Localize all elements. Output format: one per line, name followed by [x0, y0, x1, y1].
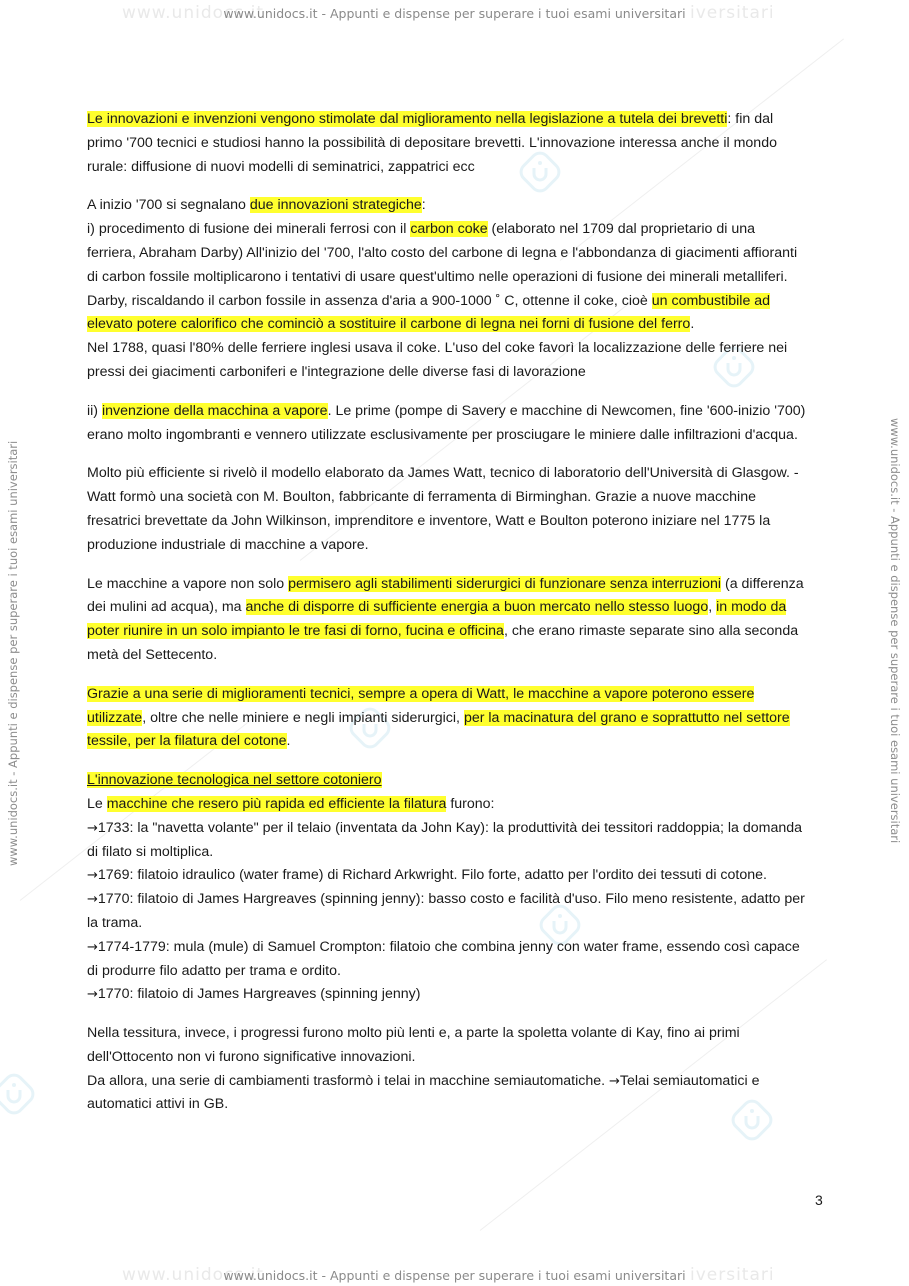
- text: Telai semiautomatici e automatici attivi in GB.: [87, 1072, 760, 1113]
- highlight: macchine che resero più rapida ed efficiente la filatura: [106, 795, 447, 812]
- text: A inizio '700 si segnalano: [87, 197, 250, 214]
- paragraph-weaving: [87, 1022, 807, 1117]
- watermark-bottom-bar: www.unidocs.it - Appunti e dispense per superare i tuoi esami universitari: [223, 1268, 686, 1283]
- text: furono:: [446, 795, 495, 812]
- text: Le: [87, 795, 107, 812]
- watermark-ghost-top: www.unidocs.it: [122, 3, 265, 23]
- text: Nella tessitura, invece, i progressi furono molto più lenti e, a parte la spoletta volante di Kay, fino ai primi dell'Ottocento non vi furono significative innovazioni.: [87, 1025, 740, 1065]
- text: , oltre che nelle miniere e negli impianti siderurgici,: [142, 709, 464, 726]
- text: Le macchine a vapore non solo: [87, 575, 289, 592]
- text: ii): [87, 402, 102, 419]
- page-number: 3: [815, 1192, 823, 1208]
- paragraph-steam-benefits: [87, 573, 807, 668]
- arrow-icon: →: [87, 820, 98, 836]
- watermark-top-bar: www.unidocs.it - Appunti e dispense per superare i tuoi esami universitari: [223, 6, 686, 21]
- highlight: Le innovazioni e invenzioni vengono stimolate dal miglioramento nella legislazione a tutela dei brevetti: [87, 111, 728, 127]
- highlight: carbon coke: [410, 221, 488, 238]
- text: .: [286, 733, 291, 750]
- paragraph-watt-improvements: [87, 683, 807, 754]
- highlight: invenzione della macchina a vapore: [101, 402, 328, 419]
- highlight: per la macinatura del grano e soprattutto nel settore tessile, per la filatura del cotone: [87, 709, 790, 750]
- watermark-side-right: www.unidocs.it - Appunti e dispense per superare i tuoi esami universitari: [888, 418, 902, 844]
- paragraph-strategic-innovations: [87, 194, 807, 384]
- unidocs-logo-icon: [0, 1072, 36, 1116]
- highlight: permisero agli stabilimenti siderurgici di funzionare senza interruzioni: [288, 575, 722, 592]
- highlight: due innovazioni strategiche: [249, 197, 422, 214]
- highlight: un combustibile ad elevato potere calorifico che cominciò a sostituire il carbone di legna nei forni di fusione del ferro: [87, 292, 771, 333]
- section-heading: L'innovazione tecnologica nel settore cotoniero: [87, 772, 382, 789]
- paragraph-cotton: [87, 769, 807, 1007]
- list-item: 1769: filatoio idraulico (water frame) di Richard Arkwright. Filo forte, adatto per l'ordito dei tessuti di cotone.: [97, 867, 767, 884]
- arrow-icon: →: [87, 892, 98, 908]
- watermark-ghost-bottom: www.unidocs.it: [122, 1265, 265, 1285]
- watermark-ghost-top-right: iversitari: [690, 3, 775, 23]
- text: Da allora, una serie di cambiamenti trasformò i telai in macchine semiautomatiche.: [87, 1072, 610, 1089]
- text: Molto più efficiente si rivelò il modello elaborato da James Watt, tecnico di laboratorio dell'Università di Glasgow. -Watt formò una società con M. Boulton, fabbricante di ferramenta di Birminghan. Grazie a nuove macchine fresatrici brevettate da John Wilkinson, imprenditore e inventore, Watt e Boulton poterono iniziare nel 1775 la produzione industriale di macchine a vapore.: [87, 465, 799, 553]
- text: (elaborato nel 1709 dal proprietario di una ferriera, Abraham Darby) All'inizio del '700, l'alto costo del carbone di legna e l'abbondanza di giacimenti affioranti di carbon fossile moltiplicarono i tentativi di usare quest'ultimo nelle operazioni di fusione dei minerali metalliferi. Darby, riscaldando il carbon fossile in assenza d'aria a 900-1000 ˚ C, ottenne il coke, cioè: [87, 221, 798, 309]
- arrow-icon: →: [87, 939, 98, 955]
- document-body: [87, 108, 807, 1117]
- text: Nel 1788, quasi l'80% delle ferriere inglesi usava il coke. L'uso del coke favorì la localizzazione delle ferriere nei pressi dei giacimenti carboniferi e l'integrazione delle diverse fasi di lavorazione: [87, 340, 788, 380]
- text: :: [421, 197, 426, 214]
- arrow-icon: →: [609, 1073, 620, 1089]
- text: .: [690, 316, 695, 333]
- text: . Le prime (pompe di Savery e macchine di Newcomen, fine '600-inizio '700) erano molto ingombranti e vennero utilizzate esclusivamente per prosciugare le miniere dalle infiltrazioni d'acqua.: [87, 402, 806, 443]
- list-item: 1733: la "navetta volante" per il telaio (inventata da John Kay): la produttività dei tessitori raddoppia; la domanda di filato si moltiplica.: [87, 819, 803, 860]
- list-item: 1770: filatoio di James Hargreaves (spinning jenny): basso costo e facilità d'uso. Filo meno resistente, adatto per la trama.: [87, 891, 805, 931]
- paragraph-watt: [87, 462, 807, 557]
- watermark-ghost-bottom-right: iversitari: [690, 1265, 775, 1285]
- text: (a differenza dei mulini ad acqua), ma: [87, 575, 804, 616]
- text: ,: [708, 599, 717, 616]
- paragraph-steam-engine: [87, 400, 807, 448]
- list-item: 1770: filatoio di James Hargreaves (spinning jenny): [97, 986, 421, 1003]
- arrow-icon: →: [87, 987, 98, 1003]
- paragraph-patents: [87, 108, 807, 179]
- highlight: anche di disporre di sufficiente energia a buon mercato nello stesso luogo: [245, 599, 709, 616]
- highlight: in modo da poter riunire in un solo impianto le tre fasi di forno, fucina e officina: [87, 599, 787, 640]
- arrow-icon: →: [87, 868, 98, 884]
- watermark-side-left: www.unidocs.it - Appunti e dispense per superare i tuoi esami universitari: [6, 440, 20, 866]
- text: , che erano rimaste separate sino alla seconda metà del Settecento.: [87, 623, 799, 663]
- list-item: 1774-1779: mula (mule) di Samuel Crompton: filatoio che combina jenny con water frame, essendo così capace di produrre filo adatto per trama e ordito.: [87, 938, 800, 979]
- text: i) procedimento di fusione dei minerali ferrosi con il: [87, 221, 411, 238]
- highlight: Grazie a una serie di miglioramenti tecnici, sempre a opera di Watt, le macchine a vapore poterono essere utilizzate: [87, 685, 755, 726]
- text: : fin dal primo '700 tecnici e studiosi hanno la possibilità di depositare brevetti. L'innovazione interessa anche il mondo rurale: diffusione di nuovi modelli di seminatrici, zappatrici ecc: [87, 111, 777, 175]
